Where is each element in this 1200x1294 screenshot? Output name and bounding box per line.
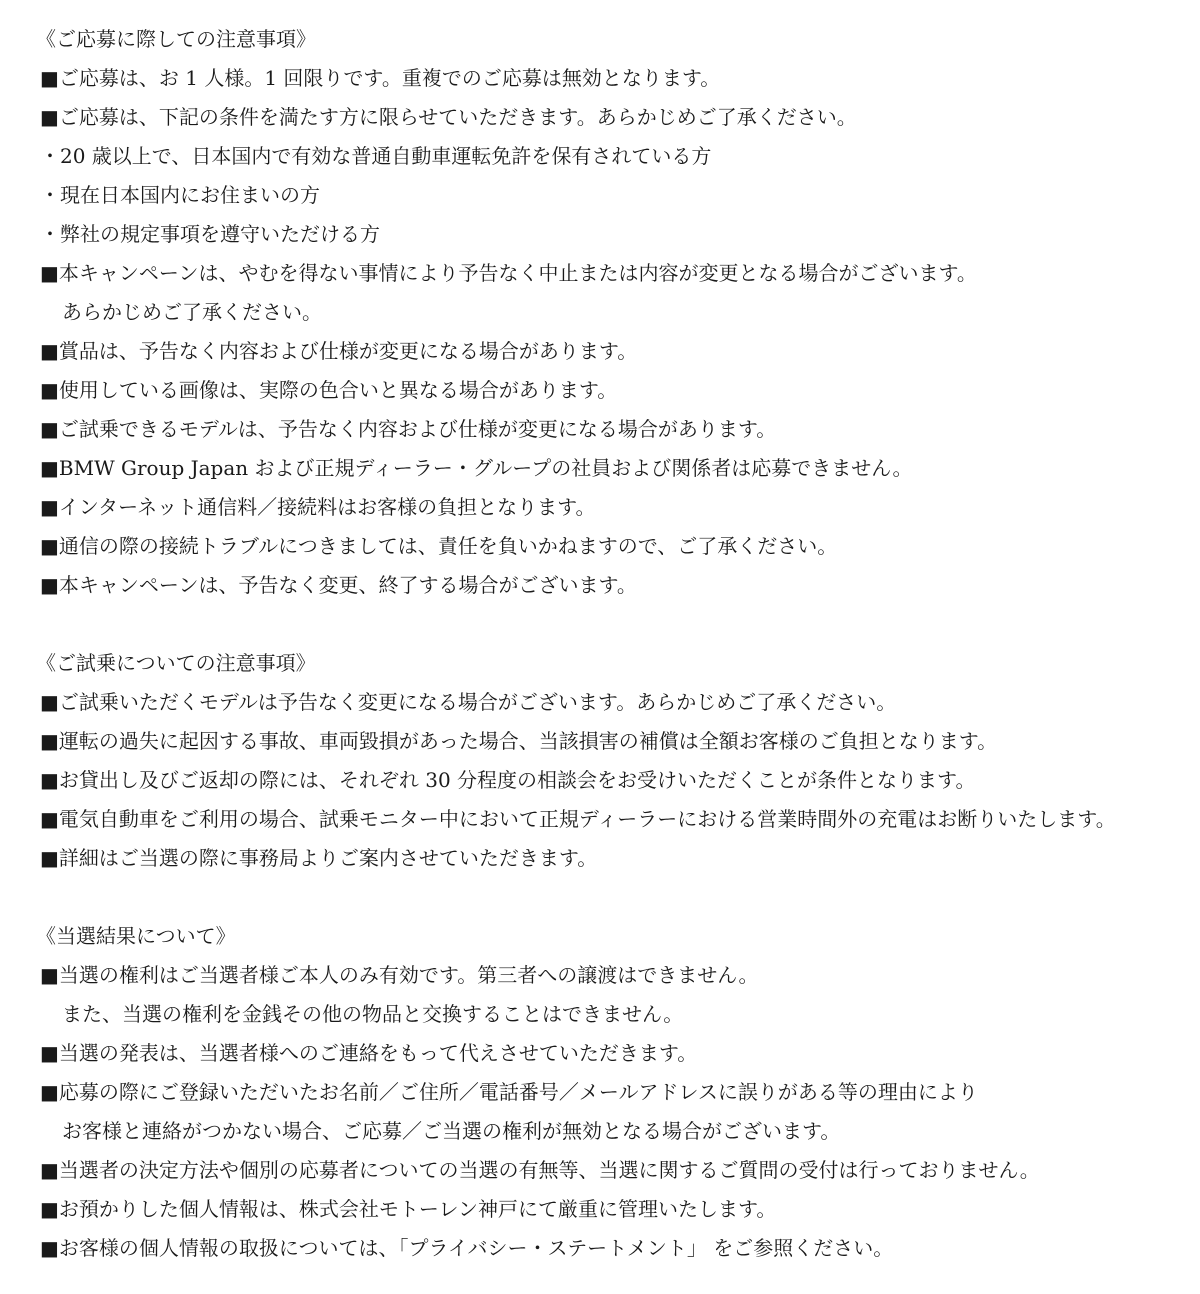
notice-line: ■お客様の個人情報の取扱については、「プライバシー・ステートメント」 をご参照ください。	[40, 1236, 894, 1260]
condition-item: ・弊社の規定事項を遵守いただける方	[40, 222, 380, 246]
notice-line-continued: あらかじめご了承ください。	[62, 300, 322, 324]
condition-item: ・現在日本国内にお住まいの方	[40, 183, 320, 207]
notice-line: ■応募の際にご登録いただいたお名前／ご住所／電話番号／メールアドレスに誤りがある等の理由により	[40, 1080, 978, 1104]
section-test-drive-notes	[36, 644, 1190, 878]
section-heading: 《当選結果について》	[36, 924, 236, 948]
notice-line: ■ご応募は、下記の条件を満たす方に限らせていただきます。あらかじめご了承ください。	[40, 105, 857, 129]
notice-line: ■通信の際の接続トラブルにつきましては、責任を負いかねますので、ご了承ください。	[40, 534, 838, 558]
notice-line: ■当選者の決定方法や個別の応募者についての当選の有無等、当選に関するご質問の受付は行っておりません。	[40, 1158, 1040, 1182]
section-winner-results	[36, 917, 1190, 1268]
notice-line: ■ご試乗いただくモデルは予告なく変更になる場合がございます。あらかじめご了承ください。	[40, 690, 897, 714]
notice-line: ■電気自動車をご利用の場合、試乗モニター中において正規ディーラーにおける営業時間外の充電はお断りいたします。	[40, 807, 1116, 831]
section-application-notes	[36, 20, 1190, 605]
section-heading: 《ご応募に際しての注意事項》	[36, 27, 316, 51]
notice-line: ■ご応募は、お 1 人様。1 回限りです。重複でのご応募は無効となります。	[40, 66, 721, 90]
notice-line: ■本キャンペーンは、予告なく変更、終了する場合がございます。	[40, 573, 637, 597]
notice-line: ■ご試乗できるモデルは、予告なく内容および仕様が変更になる場合があります。	[40, 417, 777, 441]
notice-line-continued: また、当選の権利を金銭その他の物品と交換することはできません。	[62, 1002, 684, 1026]
notice-line: ■本キャンペーンは、やむを得ない事情により予告なく中止または内容が変更となる場合がございます。	[40, 261, 977, 285]
notice-line: ■使用している画像は、実際の色合いと異なる場合があります。	[40, 378, 618, 402]
condition-item: ・20 歳以上で、日本国内で有効な普通自動車運転免許を保有されている方	[40, 144, 712, 168]
notice-document	[36, 20, 1190, 1268]
notice-line-continued: お客様と連絡がつかない場合、ご応募／ご当選の権利が無効となる場合がございます。	[62, 1119, 841, 1143]
notice-line: ■インターネット通信料／接続料はお客様の負担となります。	[40, 495, 596, 519]
notice-line: ■詳細はご当選の際に事務局よりご案内させていただきます。	[40, 846, 598, 870]
notice-line: ■当選の発表は、当選者様へのご連絡をもって代えさせていただきます。	[40, 1041, 698, 1065]
notice-line: ■賞品は、予告なく内容および仕様が変更になる場合があります。	[40, 339, 638, 363]
notice-line: ■BMW Group Japan および正規ディーラー・グループの社員および関係者は応募できません。	[40, 456, 913, 480]
section-heading: 《ご試乗についての注意事項》	[36, 651, 316, 675]
notice-line: ■お預かりした個人情報は、株式会社モトーレン神戸にて厳重に管理いたします。	[40, 1197, 777, 1221]
notice-line: ■当選の権利はご当選者様ご本人のみ有効です。第三者への譲渡はできません。	[40, 963, 759, 987]
notice-line: ■運転の過失に起因する事故、車両毀損があった場合、当該損害の補償は全額お客様のご負担となります。	[40, 729, 998, 753]
notice-line: ■お貸出し及びご返却の際には、それぞれ 30 分程度の相談会をお受けいただくことが条件となります。	[40, 768, 976, 792]
